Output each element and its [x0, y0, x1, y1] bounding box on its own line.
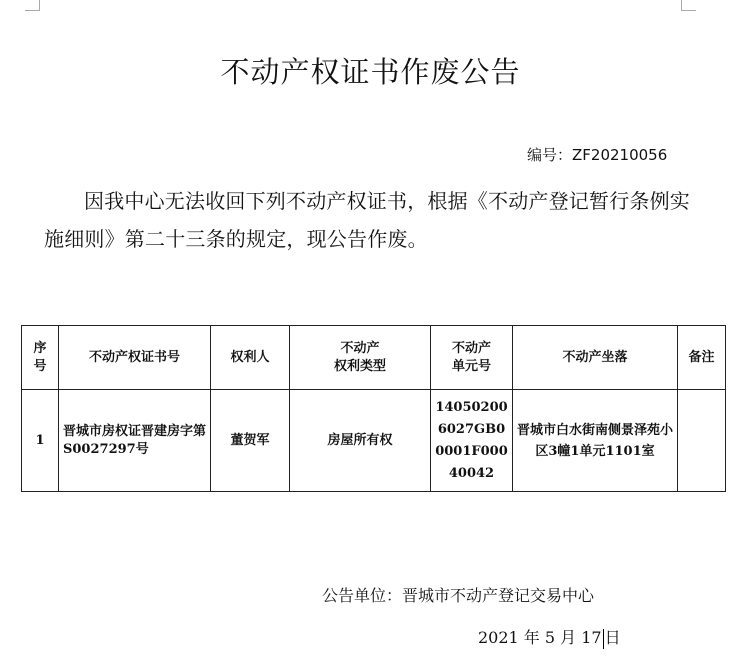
body-paragraph: 因我中心无法收回下列不动产权证书，根据《不动产登记暂行条例实施细则》第二十三条的规定，现公告作废。 — [44, 189, 690, 251]
header-unit-no: 不动产 单元号 — [431, 326, 513, 390]
document-number: 编号：ZF20210056 — [527, 146, 668, 164]
cell-holder: 董贺军 — [211, 390, 290, 492]
header-seq: 序 号 — [22, 326, 59, 390]
crop-mark-top-left — [25, 0, 40, 11]
issue-date — [478, 625, 621, 649]
header-remarks: 备注 — [678, 326, 726, 390]
table-header-row — [22, 326, 726, 390]
cell-right-type: 房屋所有权 — [290, 390, 431, 492]
cell-unit-no: 140502006027GB00001F00040042 — [431, 390, 513, 492]
cell-cert-no: 晋城市房权证晋建房字第S0027297号 — [59, 390, 211, 492]
header-right-type: 不动产 权利类型 — [290, 326, 431, 390]
header-holder: 权利人 — [211, 326, 290, 390]
date-text: 2021 年 5 月 17 — [478, 628, 602, 647]
table-row — [22, 390, 726, 492]
text-cursor — [603, 629, 604, 649]
certificate-table — [21, 325, 726, 492]
document-title: 不动产权证书作废公告 — [220, 55, 521, 89]
date-day-suffix: 日 — [604, 628, 621, 647]
cell-remarks — [678, 390, 726, 492]
header-location: 不动产坐落 — [513, 326, 678, 390]
header-cert-no: 不动产权证书号 — [59, 326, 211, 390]
cell-seq: 1 — [22, 390, 59, 492]
cell-location: 晋城市白水街南侧景泽苑小区3幢1单元1101室 — [513, 390, 678, 492]
issuing-unit: 公告单位：晋城市不动产登记交易中心 — [322, 586, 595, 605]
crop-mark-top-right — [681, 0, 696, 11]
